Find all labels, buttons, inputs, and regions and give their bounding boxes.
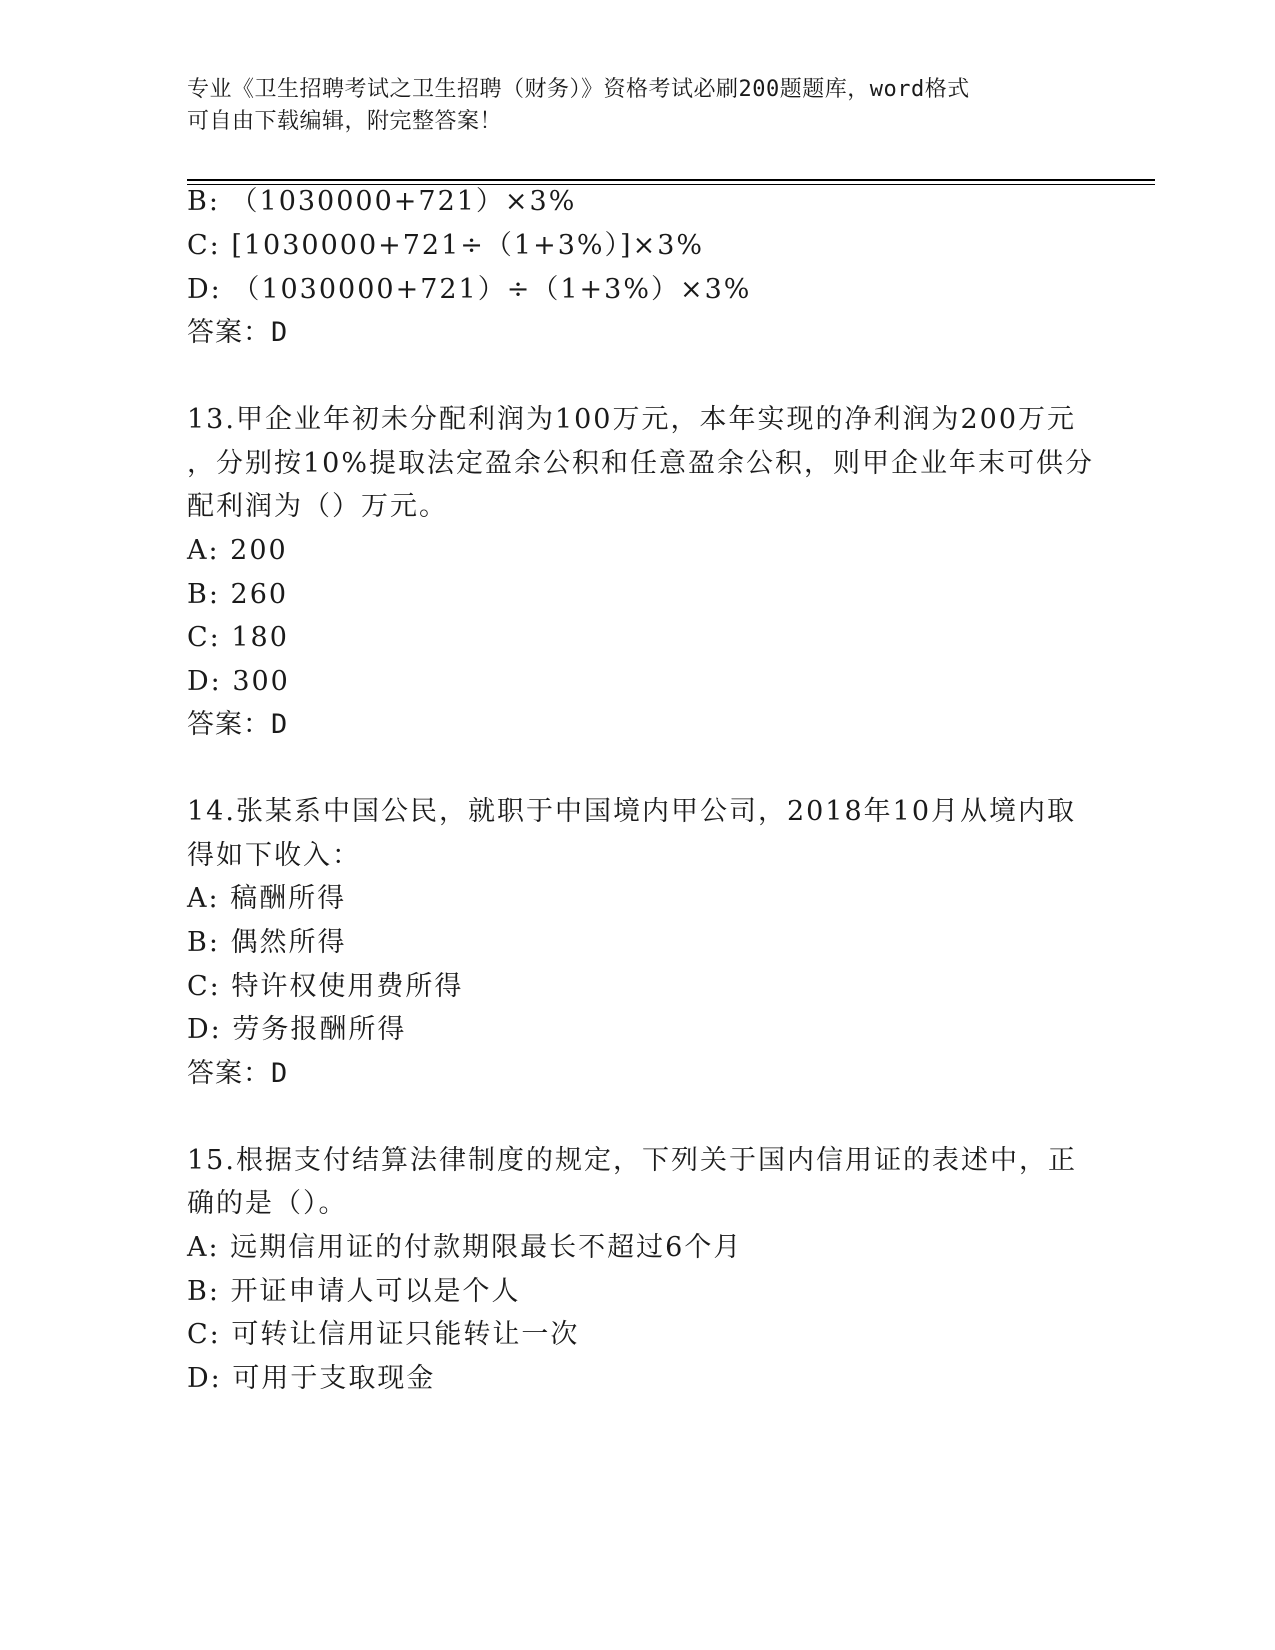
q15-stem-line-2: 确的是（）。	[187, 1188, 348, 1219]
document-header	[187, 74, 1087, 138]
q15-option-d: D: 可用于支取现金	[187, 1363, 436, 1394]
q14-option-b: B: 偶然所得	[187, 927, 347, 958]
q14-stem-line-2: 得如下收入：	[187, 840, 361, 871]
q12-option-b: B: （1030000+721）×3%	[187, 186, 577, 217]
q13-option-b: B: 260	[187, 579, 289, 610]
q13-stem-line-1: 13.甲企业年初未分配利润为100万元，本年实现的净利润为200万元	[187, 404, 1077, 435]
q14-option-a: A: 稿酬所得	[187, 883, 347, 914]
q13-option-a: A: 200	[187, 535, 288, 566]
q13-stem-line-3: 配利润为（）万元。	[187, 491, 448, 522]
header-line-1: 专业《卫生招聘考试之卫生招聘（财务）》资格考试必刷200题题库，word格式	[187, 77, 970, 102]
q15-option-b: B: 开证申请人可以是个人	[187, 1276, 521, 1307]
q15-stem-line-1: 15.根据支付结算法律制度的规定，下列关于国内信用证的表述中，正	[187, 1145, 1077, 1176]
q15-option-c: C: 可转让信用证只能转让一次	[187, 1319, 580, 1350]
q13-answer: 答案：D	[187, 709, 289, 740]
q15-option-a: A: 远期信用证的付款期限最长不超过6个月	[187, 1232, 743, 1263]
q14-stem-line-1: 14.张某系中国公民，就职于中国境内甲公司，2018年10月从境内取	[187, 796, 1077, 827]
q13-option-d: D: 300	[187, 666, 290, 697]
q14-option-c: C: 特许权使用费所得	[187, 971, 464, 1002]
q14-answer: 答案：D	[187, 1058, 289, 1089]
q14-option-d: D: 劳务报酬所得	[187, 1014, 407, 1045]
q12-answer: 答案：D	[187, 317, 289, 348]
q12-option-d: D: （1030000+721）÷（1+3%）×3%	[187, 274, 752, 305]
q12-option-c: C: [1030000+721÷（1+3%）]×3%	[187, 230, 705, 261]
q13-option-c: C: 180	[187, 622, 289, 653]
header-rule-thick	[187, 179, 1155, 181]
q13-stem-line-2: ，分别按10%提取法定盈余公积和任意盈余公积，则甲企业年末可供分	[187, 448, 1095, 479]
header-line-2: 可自由下载编辑，附完整答案！	[187, 109, 503, 134]
